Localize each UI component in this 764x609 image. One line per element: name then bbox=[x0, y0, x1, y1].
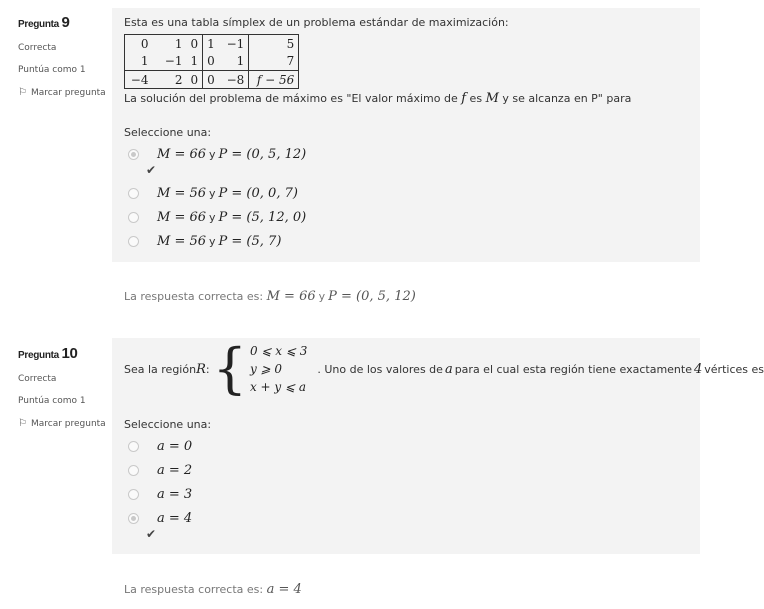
table-cell: −8 bbox=[219, 71, 249, 89]
radio-button[interactable] bbox=[128, 513, 139, 524]
answer-option-4[interactable] bbox=[128, 234, 281, 249]
table-cell: −4 bbox=[125, 71, 153, 89]
math-M: M bbox=[485, 91, 499, 106]
answer-option-3[interactable] bbox=[128, 210, 306, 225]
option-math: a = 2 bbox=[157, 463, 193, 478]
option-text: y bbox=[209, 148, 216, 161]
question-9-info bbox=[18, 14, 106, 98]
condition: x + y ⩽ a bbox=[249, 380, 307, 394]
radio-button[interactable] bbox=[128, 441, 139, 452]
table-cell: 0 bbox=[203, 71, 219, 89]
question-9-title bbox=[18, 14, 106, 31]
question-number: 9 bbox=[61, 14, 70, 31]
math-a: a bbox=[444, 361, 453, 377]
region-conditions bbox=[250, 342, 307, 396]
text-fragment: para el cual esta región tiene exactamente bbox=[454, 362, 692, 376]
table-cell: 5 bbox=[249, 35, 299, 53]
flag-icon: ⚐ bbox=[18, 418, 27, 429]
question-state: Correcta bbox=[18, 374, 57, 384]
feedback-prefix: La respuesta correcta es: bbox=[124, 290, 267, 303]
region-system bbox=[210, 337, 308, 400]
flag-question-button[interactable] bbox=[18, 87, 106, 98]
question-number: 10 bbox=[61, 345, 78, 362]
table-cell: 1 bbox=[174, 36, 183, 51]
radio-button[interactable] bbox=[128, 465, 139, 476]
option-math: M = 66 bbox=[157, 147, 207, 162]
radio-button[interactable] bbox=[128, 212, 139, 223]
flag-label: Marcar pregunta bbox=[30, 418, 106, 429]
condition: y ⩾ 0 bbox=[249, 362, 283, 376]
radio-button[interactable] bbox=[128, 188, 139, 199]
question-text: Esta es una tabla símplex de un problema estándar de maximización: bbox=[124, 16, 509, 29]
answer-option-1[interactable] bbox=[128, 439, 192, 454]
table-cell: 1 bbox=[236, 54, 245, 69]
feedback-math: P = (0, 5, 12) bbox=[328, 289, 416, 304]
option-math: M = 56 bbox=[157, 234, 207, 249]
text-fragment: Sea la región bbox=[124, 362, 197, 376]
table-row bbox=[125, 71, 299, 89]
text-fragment: y se alcanza en P" para bbox=[498, 92, 632, 105]
option-math: a = 3 bbox=[157, 487, 193, 502]
question-grade: Puntúa como 1 bbox=[18, 396, 86, 406]
radio-button[interactable] bbox=[128, 489, 139, 500]
table-cell: 0 bbox=[190, 36, 199, 51]
select-prompt: Seleccione una: bbox=[124, 418, 212, 431]
radio-button[interactable] bbox=[128, 236, 139, 247]
table-cell: 0 bbox=[140, 36, 149, 51]
question-label: Pregunta bbox=[18, 19, 59, 30]
option-math: P = (0, 0, 7) bbox=[218, 186, 298, 201]
select-prompt: Seleccione una: bbox=[124, 126, 212, 139]
question-text-continued bbox=[124, 91, 631, 106]
answer-option-3[interactable] bbox=[128, 487, 192, 502]
table-cell: 1 bbox=[140, 54, 149, 69]
check-icon: ✔ bbox=[146, 527, 157, 541]
option-math: M = 66 bbox=[157, 210, 207, 225]
check-icon: ✔ bbox=[146, 163, 157, 177]
option-math: P = (5, 7) bbox=[218, 234, 282, 249]
feedback-math: M = 66 bbox=[266, 289, 316, 304]
option-math: a = 4 bbox=[157, 511, 193, 526]
table-cell: −1 bbox=[164, 54, 183, 69]
answer-option-2[interactable] bbox=[128, 186, 298, 201]
text-fragment: La solución del problema de máximo es "El valor máximo de bbox=[124, 92, 462, 105]
question-10-info bbox=[18, 345, 106, 429]
table-cell: 0 bbox=[187, 71, 203, 89]
flag-label: Marcar pregunta bbox=[30, 87, 106, 98]
feedback-prefix: La respuesta correcta es: bbox=[124, 583, 267, 596]
flag-icon: ⚐ bbox=[18, 87, 27, 98]
condition: 0 ⩽ x ⩽ 3 bbox=[249, 344, 308, 358]
feedback-math: a = 4 bbox=[266, 582, 302, 597]
radio-button[interactable] bbox=[128, 149, 139, 160]
option-text: y bbox=[209, 235, 216, 248]
correct-answer-feedback bbox=[124, 582, 302, 597]
feedback-text: y bbox=[318, 290, 326, 303]
question-10-content bbox=[112, 337, 764, 554]
option-math: P = (0, 5, 12) bbox=[218, 147, 307, 162]
question-10-title bbox=[18, 345, 106, 362]
option-math: M = 56 bbox=[157, 186, 207, 201]
correct-answer-feedback bbox=[124, 289, 416, 304]
option-text: y bbox=[209, 187, 216, 200]
text-fragment: vértices es bbox=[704, 362, 764, 376]
table-cell: f − 56 bbox=[249, 71, 299, 89]
option-math: P = (5, 12, 0) bbox=[218, 210, 307, 225]
question-label: Pregunta bbox=[18, 350, 59, 361]
table-cell: 0 bbox=[203, 53, 219, 71]
flag-question-button[interactable] bbox=[18, 418, 106, 429]
text-fragment: . Uno de los valores de bbox=[317, 362, 443, 376]
table-cell: 1 bbox=[203, 35, 219, 53]
table-cell: 2 bbox=[153, 71, 187, 89]
table-cell: 7 bbox=[249, 53, 299, 71]
text-fragment: : bbox=[205, 362, 210, 376]
math-R: R bbox=[196, 361, 206, 377]
question-state: Correcta bbox=[18, 43, 57, 53]
math-4: 4 bbox=[694, 361, 703, 377]
simplex-table bbox=[124, 34, 299, 89]
table-row bbox=[125, 35, 299, 53]
table-cell: −1 bbox=[226, 36, 245, 51]
question-9-content bbox=[112, 8, 700, 262]
question-grade: Puntúa como 1 bbox=[18, 65, 86, 75]
answer-option-2[interactable] bbox=[128, 463, 192, 478]
table-row bbox=[125, 53, 299, 71]
math-f: f bbox=[461, 91, 467, 106]
brace-icon: { bbox=[212, 337, 247, 400]
answer-option-4[interactable] bbox=[128, 511, 192, 526]
answer-option-1[interactable] bbox=[128, 147, 306, 162]
text-fragment: es bbox=[466, 92, 486, 105]
question-text bbox=[124, 337, 764, 400]
table-cell: 1 bbox=[190, 54, 199, 69]
option-text: y bbox=[209, 211, 216, 224]
option-math: a = 0 bbox=[157, 439, 193, 454]
